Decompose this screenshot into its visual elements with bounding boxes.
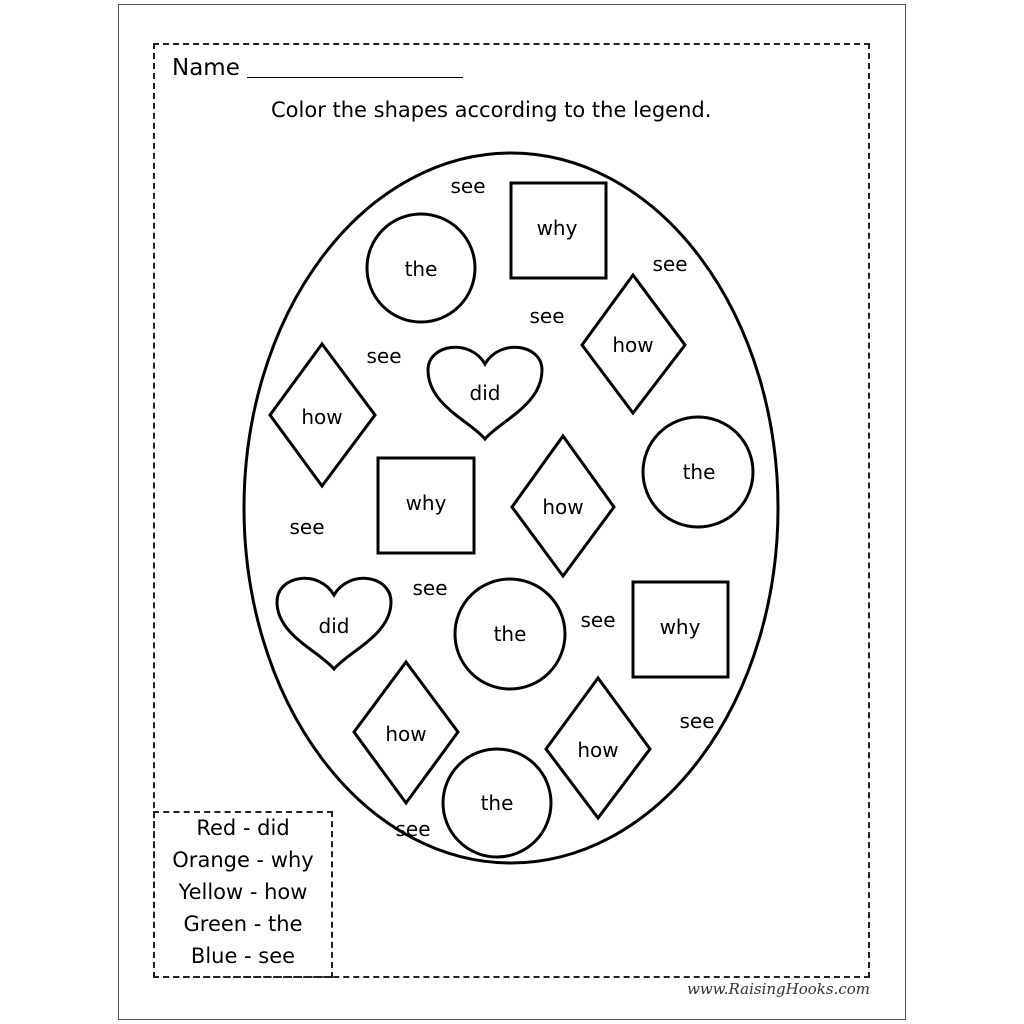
shape-word-why-1: why <box>536 216 578 240</box>
shape-word-the-2: the <box>682 460 716 484</box>
shape-word-the-3: the <box>493 622 527 646</box>
shape-word-why-3: why <box>659 615 701 639</box>
loose-word-see[interactable]: see <box>679 709 715 733</box>
loose-word-see[interactable]: see <box>395 817 431 841</box>
shape-word-the-1: the <box>404 257 438 281</box>
legend-item-green: Green - the <box>183 912 303 936</box>
loose-word-see[interactable]: see <box>652 252 688 276</box>
legend-item-yellow: Yellow - how <box>178 880 308 904</box>
shape-word-the-4: the <box>480 791 514 815</box>
legend-item-orange: Orange - why <box>172 848 314 872</box>
loose-word-see[interactable]: see <box>289 515 325 539</box>
shape-word-did-1: did <box>469 381 501 405</box>
shape-word-did-2: did <box>318 614 350 638</box>
shape-word-how-4: how <box>385 722 427 746</box>
legend-item-red: Red - did <box>196 816 290 840</box>
shape-word-how-3: how <box>542 495 584 519</box>
instructions-text: Color the shapes according to the legend. <box>271 98 712 122</box>
website-credit: www.RaisingHooks.com <box>687 980 870 998</box>
shape-word-how-5: how <box>577 738 619 762</box>
shape-word-how-2: how <box>301 405 343 429</box>
name-label: Name <box>172 55 240 81</box>
loose-word-see[interactable]: see <box>529 304 565 328</box>
loose-word-see[interactable]: see <box>412 576 448 600</box>
shape-word-how-1: how <box>612 333 654 357</box>
shape-word-why-2: why <box>405 491 447 515</box>
loose-word-see[interactable]: see <box>580 608 616 632</box>
legend-item-blue: Blue - see <box>190 944 296 968</box>
loose-word-see[interactable]: see <box>366 344 402 368</box>
loose-word-see[interactable]: see <box>450 174 486 198</box>
